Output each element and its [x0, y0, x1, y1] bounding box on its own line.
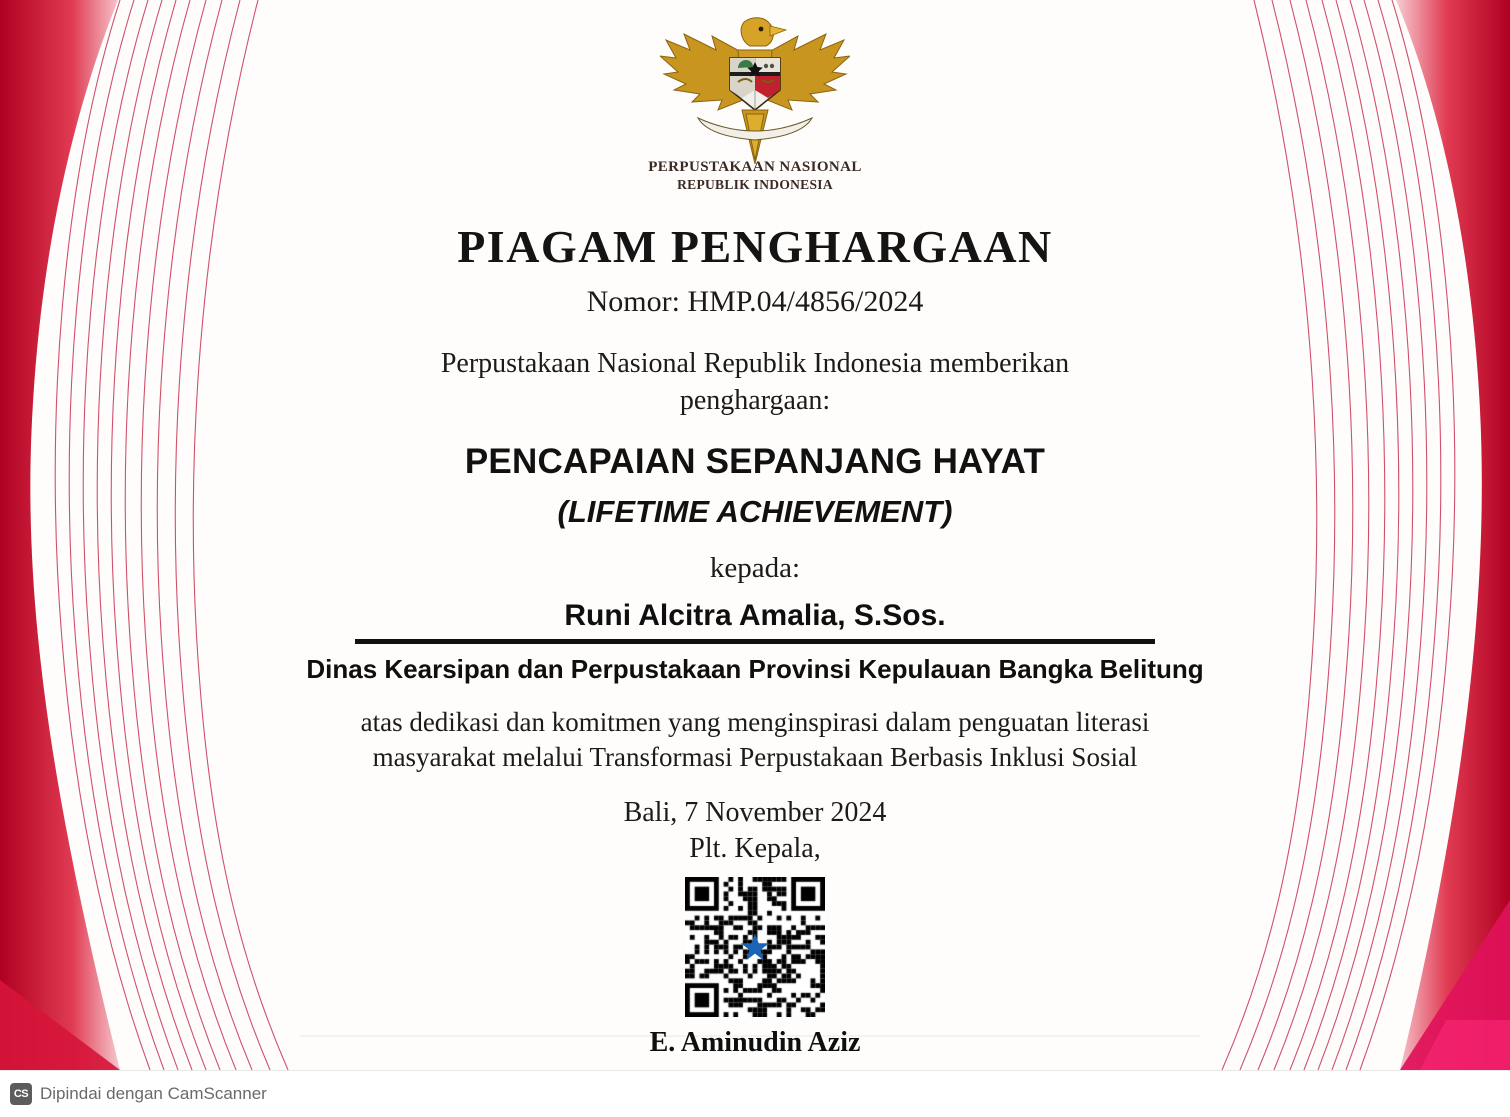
award-reason [255, 705, 1255, 775]
qr-code-area [255, 877, 1255, 1017]
certificate-content [255, 0, 1255, 1086]
garuda-pancasila-emblem-icon [255, 14, 1255, 164]
signer-name: E. Aminudin Aziz [649, 1027, 861, 1059]
recipient-label: kepada: [709, 552, 801, 585]
place-and-date: Bali, 7 November 2024 [623, 797, 887, 829]
awarding-statement [255, 345, 1255, 421]
signer-position: Plt. Kepala, [689, 833, 821, 865]
recipient-name: Runi Alcitra Amalia, S.Sos. [564, 599, 946, 633]
qr-code-icon [685, 877, 825, 1017]
bsre-star-icon [740, 932, 770, 962]
institution-line-1: PERPUSTAKAAN NASIONAL [648, 159, 862, 175]
camscanner-logo-icon: CS [10, 1083, 32, 1105]
award-reason-line-2: masyarakat melalui Transformasi Perpustakaan Berbasis Inklusi Sosial [372, 742, 1138, 773]
camscanner-caption: Dipindai dengan CamScanner [40, 1084, 267, 1103]
awarding-statement-line-1: Perpustakaan Nasional Republik Indonesia memberikan [440, 347, 1070, 379]
awarding-statement-line-2: penghargaan: [679, 385, 831, 417]
recipient-underline [355, 639, 1155, 644]
certificate-title: PIAGAM PENGHARGAAN [457, 220, 1053, 272]
camscanner-watermark-bar [0, 1070, 1510, 1117]
institution-line-2: REPUBLIK INDONESIA [677, 176, 833, 192]
certificate-number: Nomor: HMP.04/4856/2024 [586, 284, 924, 318]
recipient-organization: Dinas Kearsipan dan Perpustakaan Provinsi Kepulauan Bangka Belitung [306, 654, 1204, 685]
institution-name [255, 158, 1255, 194]
award-category-english: (LIFETIME ACHIEVEMENT) [557, 494, 953, 530]
award-category: PENCAPAIAN SEPANJANG HAYAT [464, 442, 1046, 482]
award-reason-line-1: atas dedikasi dan komitmen yang menginspirasi dalam penguatan literasi [360, 707, 1150, 738]
